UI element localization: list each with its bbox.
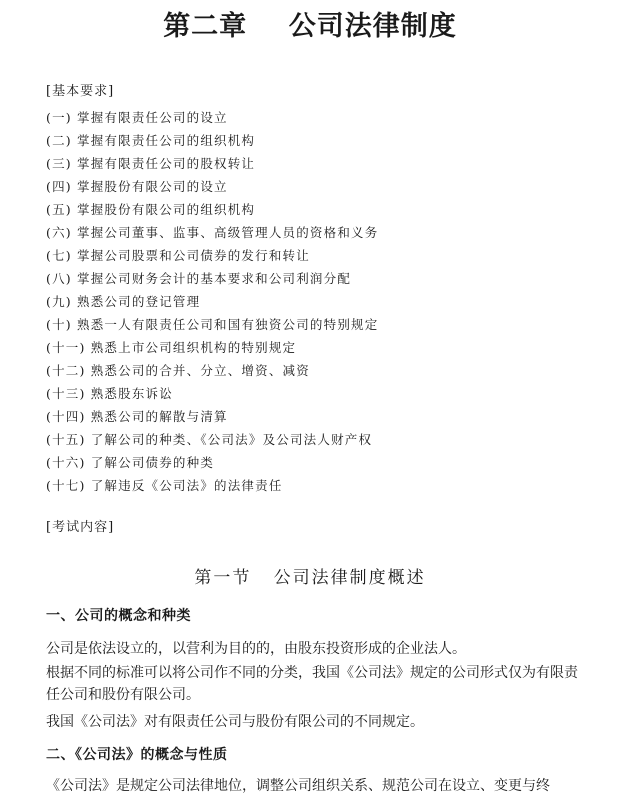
paragraph: 根据不同的标准可以将公司作不同的分类，我国《公司法》规定的公司形式仅为有限责任公司和股份有限公司。 [46,665,578,703]
list-item: (三) 掌握有限责任公司的股权转让 [46,156,256,171]
part1-heading: 一、公司的概念和种类 [46,608,191,624]
list-item: (五) 掌握股份有限公司的组织机构 [46,202,256,217]
list-item: (十) 熟悉一人有限责任公司和国有独资公司的特别规定 [46,317,379,332]
section-title: 第一节 公司法律制度概述 [194,568,426,588]
list-item: (八) 掌握公司财务会计的基本要求和公司利润分配 [46,271,352,286]
paragraph: 我国《公司法》对有限责任公司与股份有限公司的不同规定。 [46,714,424,730]
list-item: (二) 掌握有限责任公司的组织机构 [46,133,256,148]
list-item: (十四) 熟悉公司的解散与清算 [46,409,228,424]
list-item: (十五) 了解公司的种类、《公司法》及公司法人财产权 [46,432,373,447]
list-item: (六) 掌握公司董事、监事、高级管理人员的资格和义务 [46,225,379,240]
paragraph: 公司是依法设立的，以营利为目的的，由股东投资形成的企业法人。 [46,641,466,657]
list-item: (十二) 熟悉公司的合并、分立、增资、减资 [46,363,310,378]
exam-content-label: [考试内容] [46,520,115,535]
chapter-title: 第二章 公司法律制度 [163,11,457,42]
part2-heading: 二、《公司法》的概念与性质 [46,747,228,763]
list-item: (七) 掌握公司股票和公司债券的发行和转让 [46,248,310,263]
list-item: (十一) 熟悉上市公司组织机构的特别规定 [46,340,297,355]
list-item: (九) 熟悉公司的登记管理 [46,294,201,309]
basic-requirements-label: [基本要求] [46,84,115,99]
list-item: (四) 掌握股份有限公司的设立 [46,179,228,194]
requirements-list [46,106,378,497]
list-item: (十七) 了解违反《公司法》的法律责任 [46,478,283,493]
paragraph: 《公司法》是规定公司法律地位，调整公司组织关系、规范公司在设立、变更与终 [46,778,550,794]
list-item: (十三) 熟悉股东诉讼 [46,386,173,401]
list-item: (一) 掌握有限责任公司的设立 [46,110,228,125]
list-item: (十六) 了解公司债券的种类 [46,455,215,470]
